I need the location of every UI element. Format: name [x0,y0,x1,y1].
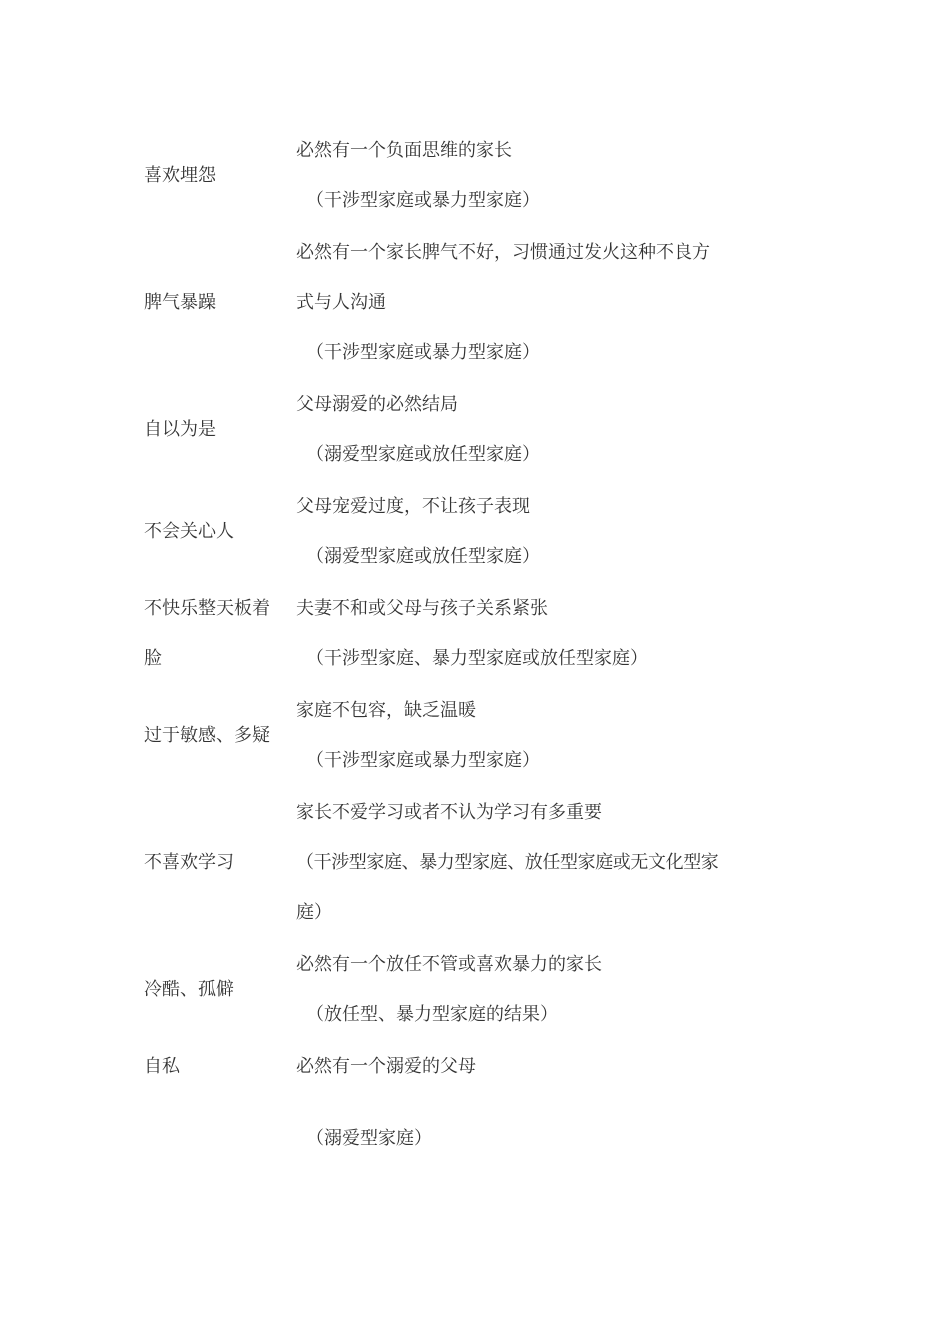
trait-text: 自私 [144,1056,180,1077]
cause-text: 式与人沟通 [296,292,386,313]
family-type-text: （干涉型家庭、暴力型家庭或放任型家庭） [306,648,648,669]
trait-text: 冷酷、孤僻 [144,979,234,1000]
family-type-text: （干涉型家庭、暴力型家庭、放任型家庭或无文化型家 [296,852,719,873]
trait-text: 脸 [144,648,162,669]
trait-text: 喜欢埋怨 [144,165,216,186]
cause-text: 必然有一个负面思维的家长 [296,140,512,161]
family-type-text: （溺爱型家庭） [306,1128,432,1149]
cause-text: 必然有一个家长脾气不好，习惯通过发火这种不良方 [296,242,710,263]
cause-text: 家庭不包容，缺乏温暖 [296,700,476,721]
family-type-text: （干涉型家庭或暴力型家庭） [306,750,540,771]
trait-text: 脾气暴躁 [144,292,216,313]
family-type-text: 庭） [296,902,332,923]
trait-text: 不喜欢学习 [144,852,234,873]
family-type-text: （干涉型家庭或暴力型家庭） [306,342,540,363]
trait-text: 自以为是 [144,419,216,440]
trait-text: 不会关心人 [144,521,234,542]
cause-text: 父母宠爱过度，不让孩子表现 [296,496,530,517]
trait-text: 不快乐整天板着 [144,598,270,619]
family-type-text: （溺爱型家庭或放任型家庭） [306,546,540,567]
cause-text: 家长不爱学习或者不认为学习有多重要 [296,802,602,823]
cause-text: 夫妻不和或父母与孩子关系紧张 [296,598,548,619]
family-type-text: （干涉型家庭或暴力型家庭） [306,190,540,211]
family-type-text: （放任型、暴力型家庭的结果） [306,1004,558,1025]
trait-text: 过于敏感、多疑 [144,725,270,746]
cause-text: 必然有一个放任不管或喜欢暴力的家长 [296,954,602,975]
cause-text: 父母溺爱的必然结局 [296,394,458,415]
cause-text: 必然有一个溺爱的父母 [296,1056,476,1077]
family-type-text: （溺爱型家庭或放任型家庭） [306,444,540,465]
